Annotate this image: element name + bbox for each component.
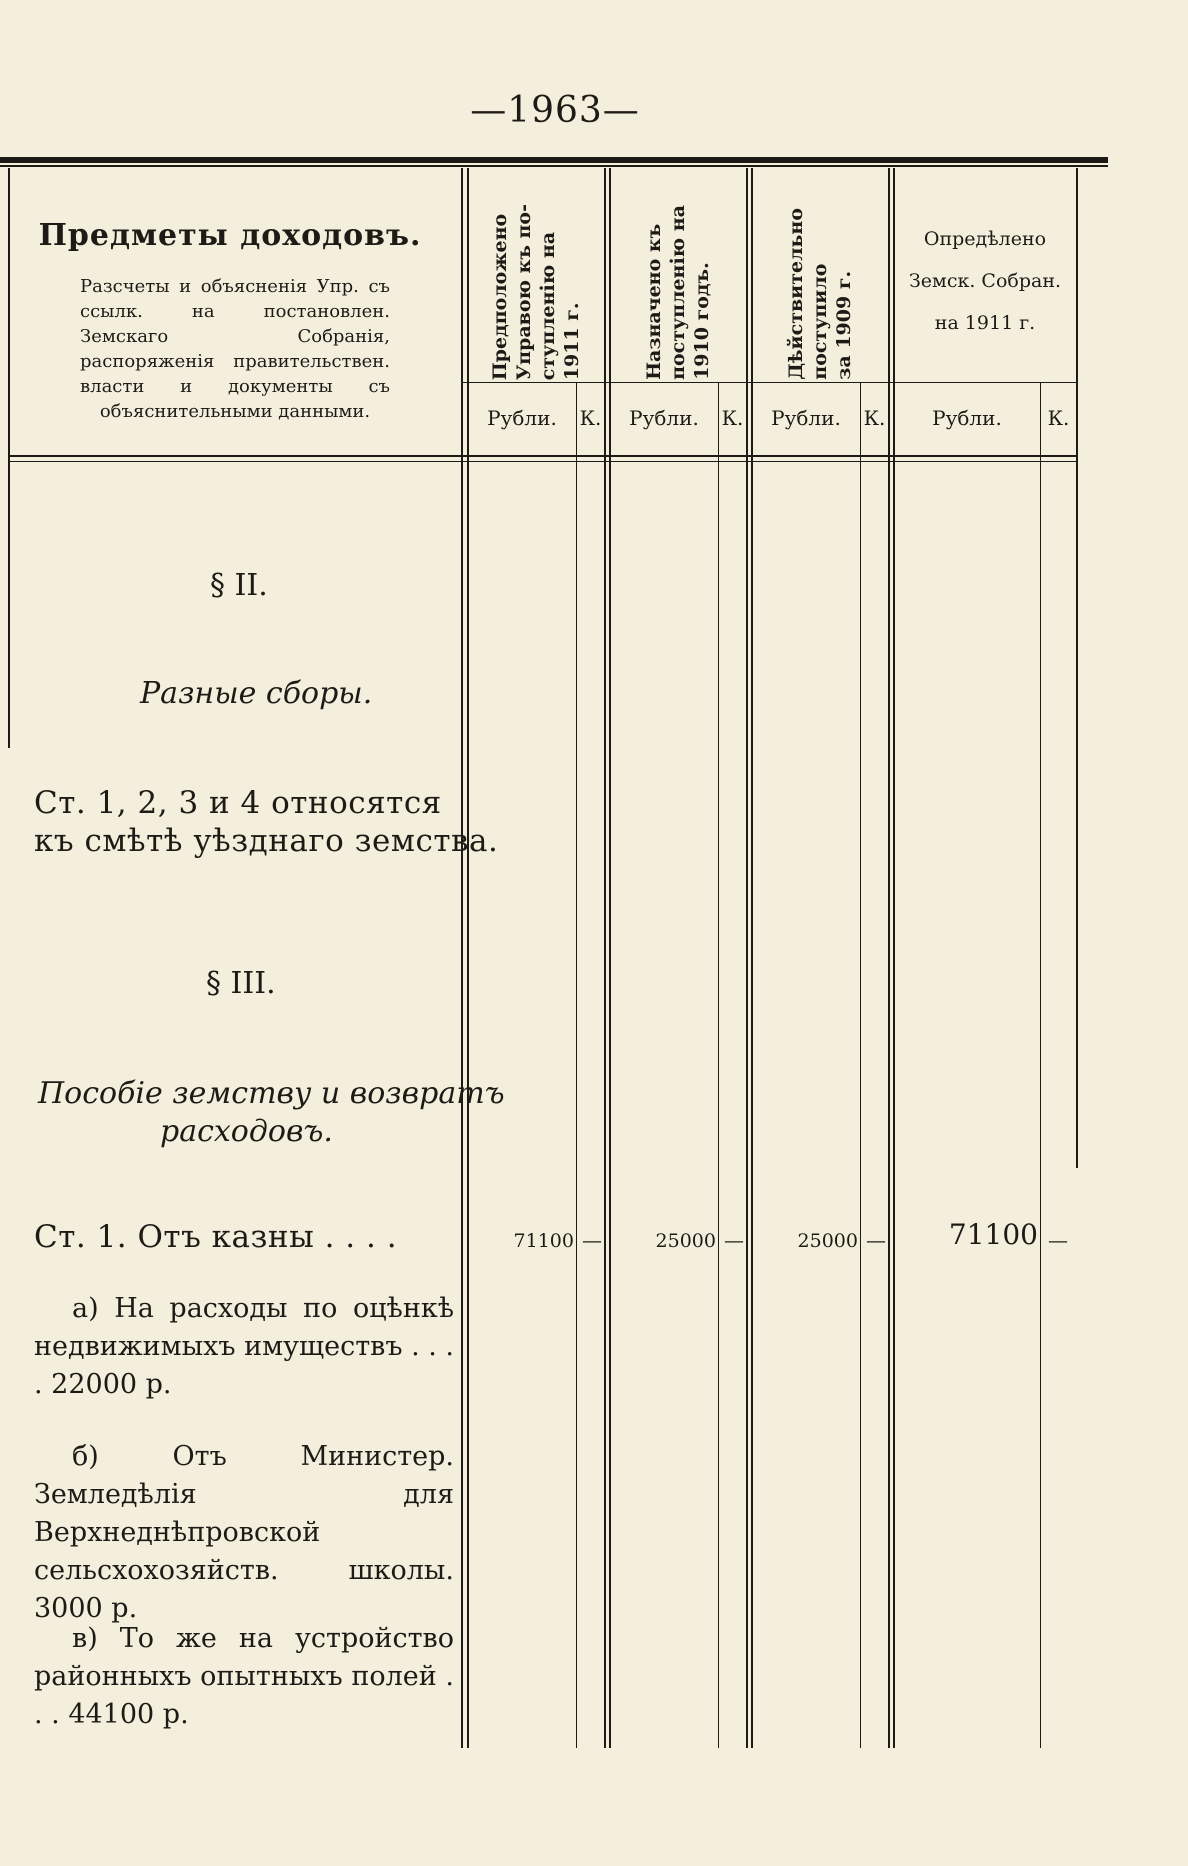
header-actual: Дѣйствительно поступило за 1909 г. (785, 208, 855, 380)
column-divider (893, 168, 895, 1748)
column-divider (746, 168, 748, 1748)
column-divider (604, 168, 606, 1748)
section-3-name-line2: расходовъ. (160, 1114, 333, 1149)
kopeck-divider (576, 383, 577, 1748)
art1-assigned-dash: — (724, 1228, 744, 1252)
column-divider (609, 168, 611, 1748)
column-divider (467, 168, 469, 1748)
page-number: —1963— (470, 90, 640, 131)
unit-kopecks-determined: К. (1047, 406, 1070, 430)
section-3-name-line1: Пособіе земству и возвратъ (38, 1076, 505, 1111)
unit-rubles-assigned: Рубли. (629, 406, 699, 430)
art1-determined-value: 71100 (948, 1218, 1038, 1251)
header-description: Разсчеты и объясненія Упр. съ ссылк. на постановлен. Земскаго Собранія, распоряженія правительствен. власти и документы съ объяснительными данными. (80, 276, 390, 422)
top-rule (0, 157, 1108, 163)
top-rule-thin (0, 165, 1108, 167)
sub-item-a: а) На расходы по оцѣнкѣ недвижимыхъ имуществъ . . . . 22000 р. (34, 1293, 455, 1400)
unit-rubles-proposed: Рубли. (487, 406, 557, 430)
art1-proposed-value: 71100 (513, 1230, 574, 1252)
header-unit-rule (463, 382, 1076, 383)
sub-item-c: в) То же на устройство районныхъ опытныхъ полей . . . 44100 р. (34, 1623, 454, 1730)
unit-rubles-determined: Рубли. (932, 406, 1002, 430)
art1-proposed-dash: — (582, 1228, 602, 1252)
kopeck-divider (1040, 383, 1041, 1748)
header-bottom-rule-thin (8, 461, 1076, 462)
unit-rubles-actual: Рубли. (771, 406, 841, 430)
table-right-border (1076, 168, 1078, 1168)
header-determined: Опредѣлено Земск. Собран. на 1911 г. (908, 228, 1062, 334)
section-2-note-line1: Ст. 1, 2, 3 и 4 относятся (34, 785, 442, 821)
header-assigned: Назначено къ поступленію на 1910 годъ. (643, 205, 713, 380)
section-2-note-line2: къ смѣтѣ уѣзднаго земства. (34, 823, 499, 859)
unit-kopecks-assigned: К. (721, 406, 744, 430)
section-3-title: § III. (206, 966, 276, 1001)
kopeck-divider (860, 383, 861, 1748)
column-divider (751, 168, 753, 1748)
header-title: Предметы доходовъ. (38, 218, 422, 253)
unit-kopecks-actual: К. (863, 406, 886, 430)
table-left-border (8, 168, 10, 748)
section-2-title: § II. (210, 568, 268, 603)
art1-assigned-value: 25000 (655, 1230, 716, 1252)
column-divider (461, 168, 463, 1748)
art1-actual-value: 25000 (797, 1230, 858, 1252)
column-divider (888, 168, 890, 1748)
section-2-name: Разные сборы. (140, 676, 373, 711)
art1-actual-dash: — (866, 1228, 886, 1252)
unit-kopecks-proposed: К. (579, 406, 602, 430)
header-bottom-rule (8, 455, 1076, 457)
kopeck-divider (718, 383, 719, 1748)
article-1-label: Ст. 1. Отъ казны . . . . (34, 1219, 398, 1255)
sub-item-b: б) Отъ Министер. Земледѣлія для Верхнеднѣпровской сельсхохозяйств. школы. 3000 р. (34, 1441, 454, 1624)
header-proposed: Предположено Управою къ по- ступленію на 1911 г. (489, 203, 583, 380)
art1-determined-dash: — (1048, 1228, 1068, 1252)
